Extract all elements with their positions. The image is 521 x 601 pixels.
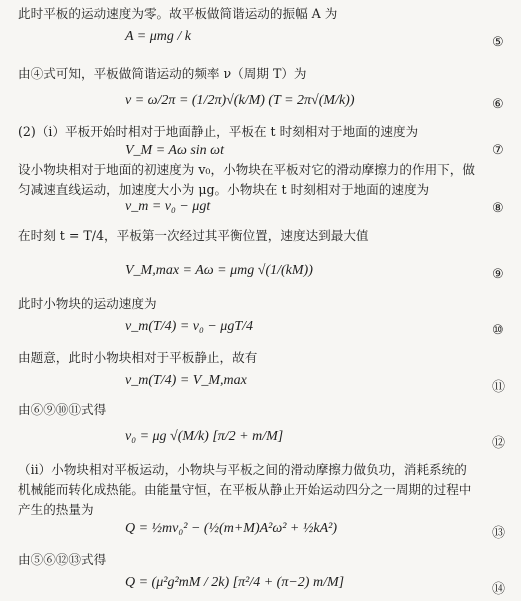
equation-text: V_M = Aω sin ωt: [125, 143, 224, 158]
equation-number: ⑬: [492, 525, 506, 540]
text-line: 由⑤⑥⑫⑬式得: [18, 552, 107, 567]
equation-number: ⑧: [492, 200, 504, 215]
equation-plate-velocity: [125, 142, 224, 160]
equation-text: ν = ω/2π = (1/2π)√(k/M) (T = 2π√(M/k)): [125, 93, 355, 108]
text-line: 在时刻 t = T/4，平板第一次经过其平衡位置，速度达到最大值: [18, 228, 369, 243]
equation-block-velocity: [125, 198, 210, 216]
text-line: 此时小物块的运动速度为: [18, 296, 157, 311]
equation-text: Q = (μ²g²mM / 2k) [π²/4 + (π−2) m/M]: [125, 575, 345, 590]
equation-block-speed-t4: [125, 318, 253, 336]
text-line: 设小物块相对于地面的初速度为 v₀，小物块在平板对它的滑动摩擦力的作用下，做: [18, 162, 475, 177]
text-line: （ii）小物块相对平板运动，小物块与平板之间的滑动摩擦力做负功，消耗系统的: [18, 462, 467, 477]
text-line: (2)（i）平板开始时相对于地面静止，平板在 t 时刻相对于地面的速度为: [18, 124, 419, 139]
text-line: 匀减速直线运动，加速度大小为 μg。小物块在 t 时刻相对于地面的速度为: [18, 182, 430, 197]
equation-number: ⑥: [492, 96, 504, 111]
equation-relative-rest: [125, 372, 247, 390]
equation-number: ⑦: [492, 142, 504, 157]
equation-max-velocity: [125, 262, 313, 280]
text-line: 此时平板的运动速度为零。故平板做简谐运动的振幅 A 为: [18, 6, 338, 21]
equation-initial-velocity: [125, 428, 283, 446]
text-line: 由题意，此时小物块相对于平板静止，故有: [18, 350, 258, 365]
equation-number: ⑨: [492, 266, 504, 281]
equation-number: ⑩: [492, 322, 504, 337]
equation-heat: [125, 520, 337, 538]
text-line: 产生的热量为: [18, 502, 94, 517]
equation-amplitude: [125, 28, 191, 46]
equation-number: ⑫: [492, 435, 506, 450]
equation-text: V_M,max = Aω = μmg √(1/(kM)): [125, 263, 313, 278]
equation-text: Q = ½mv₀² − (½(m+M)A²ω² + ½kA²): [125, 521, 338, 536]
text-line: 机械能而转化成热能。由能量守恒，在平板从静止开始运动四分之一周期的过程中: [18, 482, 472, 497]
equation-number: ⑭: [492, 581, 506, 596]
equation-frequency: [125, 92, 355, 110]
equation-text: A = μmg / k: [125, 29, 191, 44]
text-line: 由④式可知，平板做简谐运动的频率 ν（周期 T）为: [18, 66, 307, 81]
text-line: 由⑥⑨⑩⑪式得: [18, 402, 107, 417]
equation-heat-result: [125, 574, 344, 592]
equation-text: v₀ = μg √(M/k) [π/2 + m/M]: [125, 429, 284, 444]
equation-text: v_m(T/4) = V_M,max: [125, 373, 247, 388]
equation-number: ⑤: [492, 34, 504, 49]
equation-text: v_m(T/4) = v₀ − μgT/4: [125, 319, 254, 334]
equation-number: ⑪: [492, 379, 506, 394]
equation-text: v_m = v₀ − μgt: [125, 199, 211, 214]
